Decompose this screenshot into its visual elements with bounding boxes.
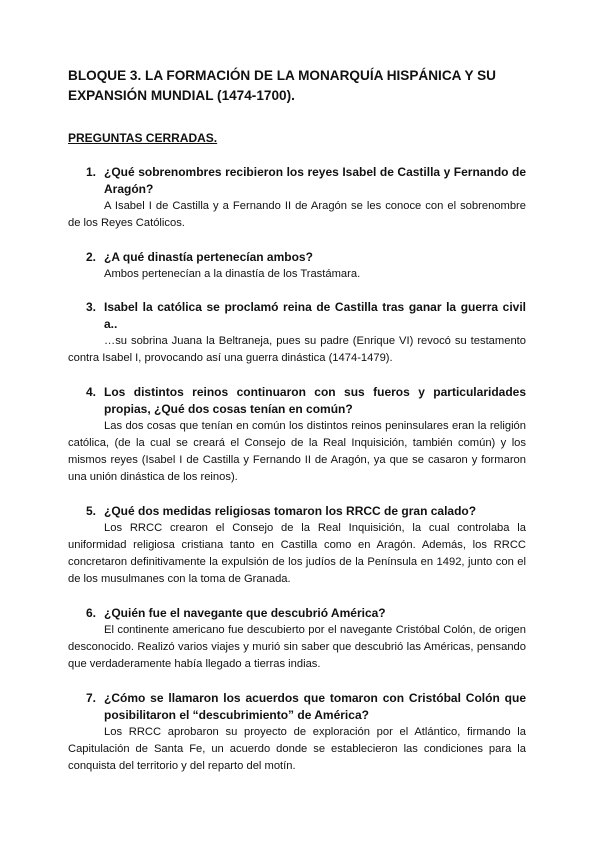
answer-text: Los RRCC aprobaron su proyecto de exploración por el Atlántico, firmando la Capitulación de Santa Fe, un acuerdo donde se establecieron las condiciones para la conquista del territorio y del reparto del motín. bbox=[68, 726, 526, 772]
question-number: 5. bbox=[86, 504, 97, 518]
question-item-5 bbox=[68, 503, 526, 588]
question-number: 4. bbox=[86, 385, 97, 399]
question-header bbox=[68, 164, 526, 198]
answer-text: Ambos pertenecían a la dinastía de los Trastámara. bbox=[104, 268, 361, 280]
question-number: 2. bbox=[86, 250, 97, 264]
question-header bbox=[68, 605, 526, 622]
answer-text: A Isabel I de Castilla y a Fernando II de Aragón se les conoce con el sobrenombre de los Reyes Católicos. bbox=[68, 200, 526, 229]
answer-text: Las dos cosas que tenían en común los distintos reinos peninsulares eran la religión católica, (de la cual se creará el Consejo de la Real Inquisición, también común) y los mismos reyes (Isabel I de Castilla y Fernando II de Aragón, ya que se casaron y formaron una unión dinástica de los reinos). bbox=[68, 420, 526, 483]
question-item-7 bbox=[68, 690, 526, 775]
section-title: PREGUNTAS CERRADAS. bbox=[68, 131, 218, 145]
question-header bbox=[68, 384, 526, 418]
question-item-2 bbox=[68, 249, 526, 283]
question-number: 7. bbox=[86, 691, 97, 705]
document-title: BLOQUE 3. LA FORMACIÓN DE LA MONARQUÍA HISPÁNICA Y SU EXPANSIÓN MUNDIAL (1474-1700). bbox=[68, 68, 496, 103]
question-text: ¿Qué dos medidas religiosas tomaron los RRCC de gran calado? bbox=[104, 504, 477, 518]
answer-text: …su sobrina Juana la Beltraneja, pues su padre (Enrique VI) revocó su testamento contra Isabel I, provocando así una guerra dinástica (1474-1479). bbox=[68, 335, 526, 364]
question-item-1 bbox=[68, 164, 526, 232]
question-number: 6. bbox=[86, 606, 97, 620]
question-text: ¿Qué sobrenombres recibieron los reyes Isabel de Castilla y Fernando de Aragón? bbox=[104, 165, 526, 196]
question-number: 3. bbox=[86, 300, 97, 314]
question-list bbox=[68, 164, 526, 775]
question-text: Los distintos reinos continuaron con sus fueros y particularidades propias, ¿Qué dos cosas tenían en común? bbox=[104, 385, 526, 416]
question-text: ¿A qué dinastía pertenecían ambos? bbox=[104, 250, 313, 264]
question-header bbox=[68, 503, 526, 520]
question-item-3 bbox=[68, 299, 526, 367]
document-page bbox=[68, 66, 526, 792]
answer-text: El continente americano fue descubierto por el navegante Cristóbal Colón, de origen desconocido. Realizó varios viajes y murió sin saber que descubrió las Américas, pensando que verdaderamente había llegado a tierras indias. bbox=[68, 624, 526, 670]
question-item-4 bbox=[68, 384, 526, 486]
question-header bbox=[68, 299, 526, 333]
question-text: ¿Quién fue el navegante que descubrió América? bbox=[104, 606, 386, 620]
answer-text: Los RRCC crearon el Consejo de la Real Inquisición, la cual controlaba la uniformidad religiosa cristiana tanto en Castilla como en Aragón. Además, los RRCC concretaron definitivamente la expulsión de los judíos de la Península en 1492, junto con el de los musulmanes con la toma de Granada. bbox=[68, 522, 526, 585]
question-number: 1. bbox=[86, 165, 97, 179]
question-header bbox=[68, 249, 526, 266]
question-header bbox=[68, 690, 526, 724]
question-item-6 bbox=[68, 605, 526, 673]
question-text: Isabel la católica se proclamó reina de Castilla tras ganar la guerra civil a.. bbox=[104, 300, 526, 331]
question-text: ¿Cómo se llamaron los acuerdos que tomaron con Cristóbal Colón que posibilitaron el “descubrimiento” de América? bbox=[104, 691, 526, 722]
